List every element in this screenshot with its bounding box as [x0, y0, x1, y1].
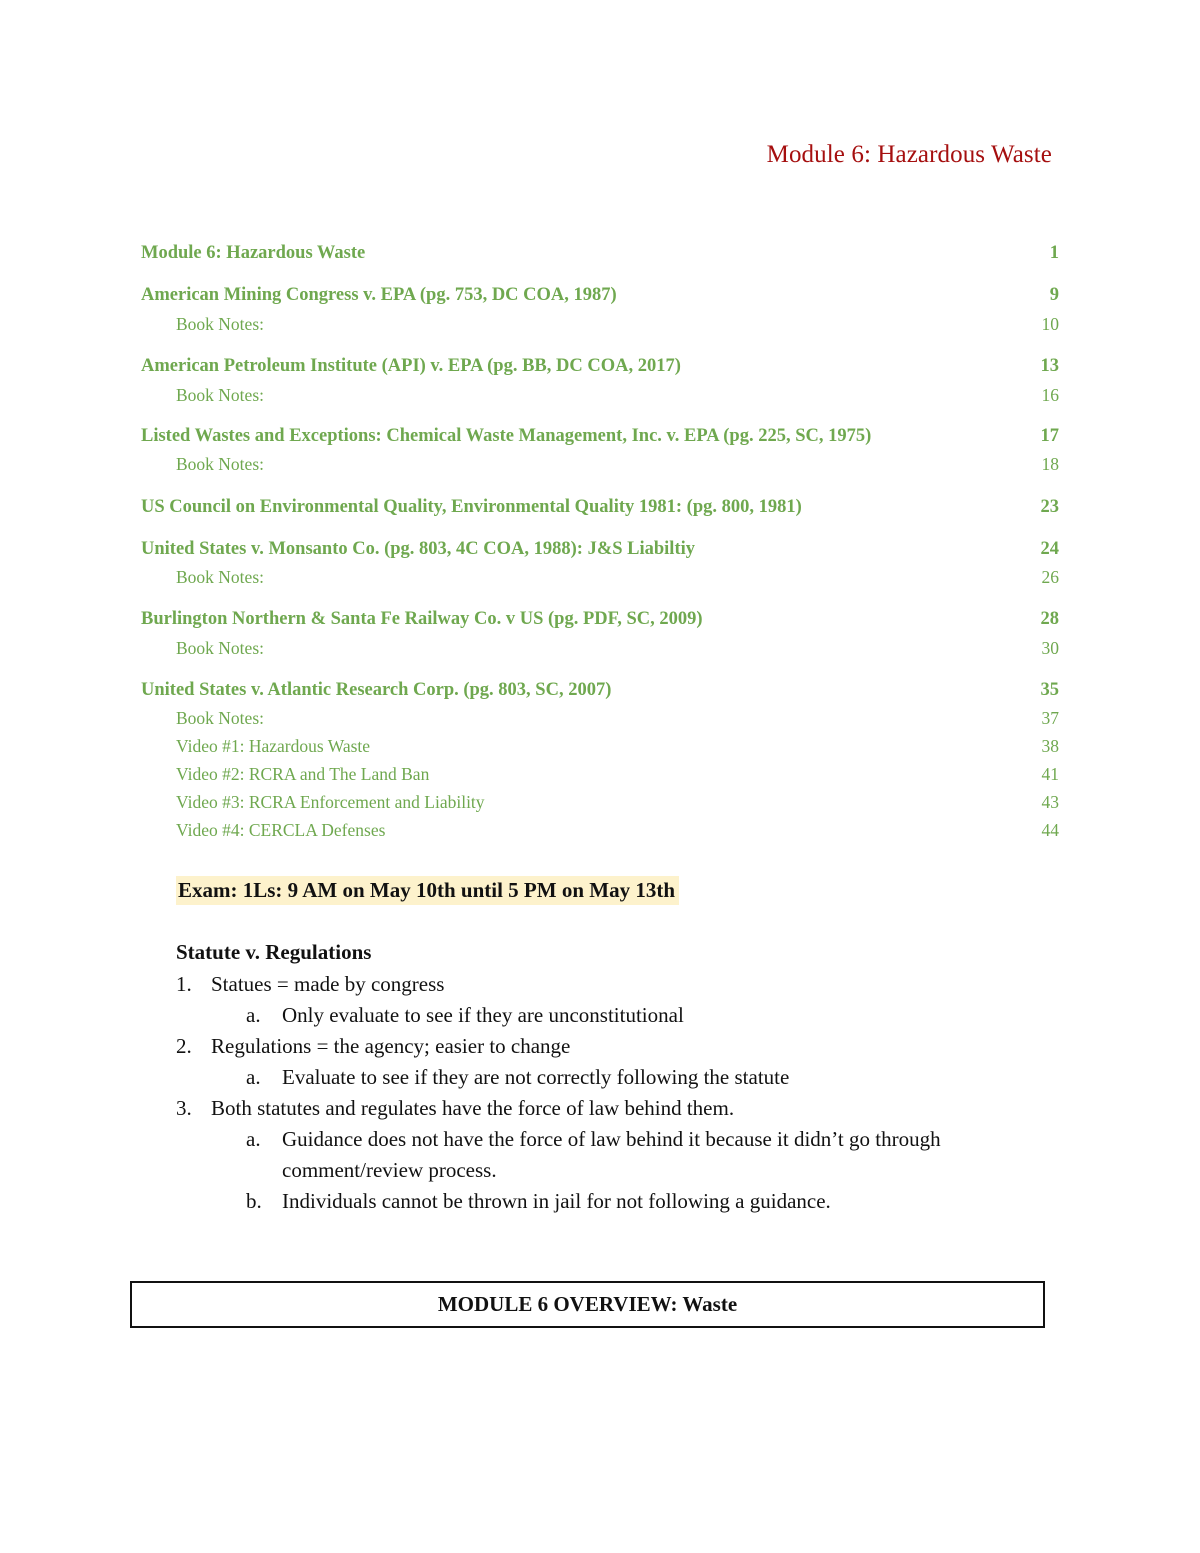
- section-heading: Statute v. Regulations: [176, 940, 372, 964]
- toc-entry-page: 13: [1040, 356, 1059, 376]
- list-item: Only evaluate to see if they are unconstitutional: [282, 1003, 684, 1027]
- list-letter: a.: [246, 1127, 261, 1151]
- toc-entry[interactable]: [141, 609, 1059, 630]
- toc-entry[interactable]: [141, 243, 1059, 264]
- toc-entry-label: Book Notes:: [176, 454, 264, 474]
- toc-subentry[interactable]: [141, 792, 1059, 813]
- toc-entry-page: 37: [1041, 708, 1059, 728]
- toc-entry[interactable]: [141, 356, 1059, 377]
- overview-box: [130, 1281, 1045, 1328]
- list-number: 2.: [176, 1034, 192, 1058]
- toc-entry-page: 43: [1041, 792, 1059, 812]
- page-title: Module 6: Hazardous Waste: [766, 141, 1052, 168]
- list-item: Individuals cannot be thrown in jail for not following a guidance.: [282, 1189, 831, 1213]
- toc-subentry[interactable]: [141, 454, 1059, 475]
- toc-entry-label: Video #2: RCRA and The Land Ban: [176, 764, 430, 784]
- toc-entry-label: United States v. Atlantic Research Corp. (pg. 803, SC, 2007): [141, 680, 612, 700]
- overview-title: MODULE 6 OVERVIEW: Waste: [437, 1292, 738, 1316]
- list-letter: a.: [246, 1065, 261, 1089]
- toc-entry-page: 28: [1040, 609, 1059, 629]
- list-item: Regulations = the agency; easier to change: [211, 1034, 571, 1058]
- toc-entry-page: 9: [1049, 285, 1059, 305]
- toc-entry-page: 10: [1041, 314, 1059, 334]
- list-item: Guidance does not have the force of law behind it because it didn’t go through: [282, 1127, 941, 1151]
- toc-entry-label: American Mining Congress v. EPA (pg. 753, DC COA, 1987): [141, 285, 617, 305]
- toc-entry[interactable]: [141, 426, 1059, 447]
- toc-entry[interactable]: [141, 497, 1059, 518]
- toc-subentry[interactable]: [141, 314, 1059, 335]
- list-item: Statues = made by congress: [211, 972, 445, 996]
- toc-entry-label: American Petroleum Institute (API) v. EPA (pg. BB, DC COA, 2017): [141, 356, 681, 376]
- toc-subentry[interactable]: [141, 820, 1059, 841]
- list-letter: b.: [246, 1189, 262, 1213]
- toc-entry-label: Video #4: CERCLA Defenses: [176, 820, 386, 840]
- toc-entry-page: 41: [1041, 764, 1059, 784]
- toc-entry-page: 1: [1049, 243, 1059, 263]
- list-item: Evaluate to see if they are not correctly following the statute: [282, 1065, 790, 1089]
- toc-subentry[interactable]: [141, 567, 1059, 588]
- list-item: Both statutes and regulates have the force of law behind them.: [211, 1096, 735, 1120]
- exam-notice: Exam: 1Ls: 9 AM on May 10th until 5 PM on May 13th: [176, 876, 679, 905]
- toc-subentry[interactable]: [141, 764, 1059, 785]
- toc-entry-page: 16: [1041, 385, 1059, 405]
- toc-entry[interactable]: [141, 680, 1059, 701]
- toc-entry-label: Listed Wastes and Exceptions: Chemical Waste Management, Inc. v. EPA (pg. 225, SC, 1975): [141, 426, 872, 446]
- toc-entry-label: Book Notes:: [176, 385, 264, 405]
- toc-subentry[interactable]: [141, 638, 1059, 659]
- toc-entry-label: Book Notes:: [176, 708, 264, 728]
- toc-entry-page: 38: [1041, 736, 1059, 756]
- toc-entry-page: 23: [1040, 497, 1059, 517]
- toc-entry-page: 44: [1041, 820, 1059, 840]
- toc-subentry[interactable]: [141, 708, 1059, 729]
- toc-entry-label: Book Notes:: [176, 638, 264, 658]
- list-item-continuation: comment/review process.: [282, 1158, 497, 1182]
- toc-entry-label: Module 6: Hazardous Waste: [141, 243, 366, 263]
- toc-entry-label: Video #1: Hazardous Waste: [176, 736, 371, 756]
- toc-entry-page: 35: [1040, 680, 1059, 700]
- toc-entry-page: 30: [1041, 638, 1059, 658]
- toc-entry-page: 17: [1040, 426, 1059, 446]
- toc-entry-page: 18: [1041, 454, 1059, 474]
- toc-entry[interactable]: [141, 539, 1059, 560]
- toc-subentry[interactable]: [141, 385, 1059, 406]
- toc-entry-page: 24: [1040, 539, 1059, 559]
- toc-entry-label: Burlington Northern & Santa Fe Railway Co. v US (pg. PDF, SC, 2009): [141, 609, 703, 629]
- toc-entry-label: Book Notes:: [176, 314, 264, 334]
- toc-entry-label: Book Notes:: [176, 567, 264, 587]
- list-number: 1.: [176, 972, 192, 996]
- toc-entry[interactable]: [141, 285, 1059, 306]
- toc-entry-label: Video #3: RCRA Enforcement and Liability: [176, 792, 485, 812]
- toc-subentry[interactable]: [141, 736, 1059, 757]
- toc-entry-page: 26: [1041, 567, 1059, 587]
- list-letter: a.: [246, 1003, 261, 1027]
- toc-entry-label: United States v. Monsanto Co. (pg. 803, 4C COA, 1988): J&S Liabiltiy: [141, 539, 695, 559]
- toc-entry-label: US Council on Environmental Quality, Environmental Quality 1981: (pg. 800, 1981): [141, 497, 802, 517]
- list-number: 3.: [176, 1096, 192, 1120]
